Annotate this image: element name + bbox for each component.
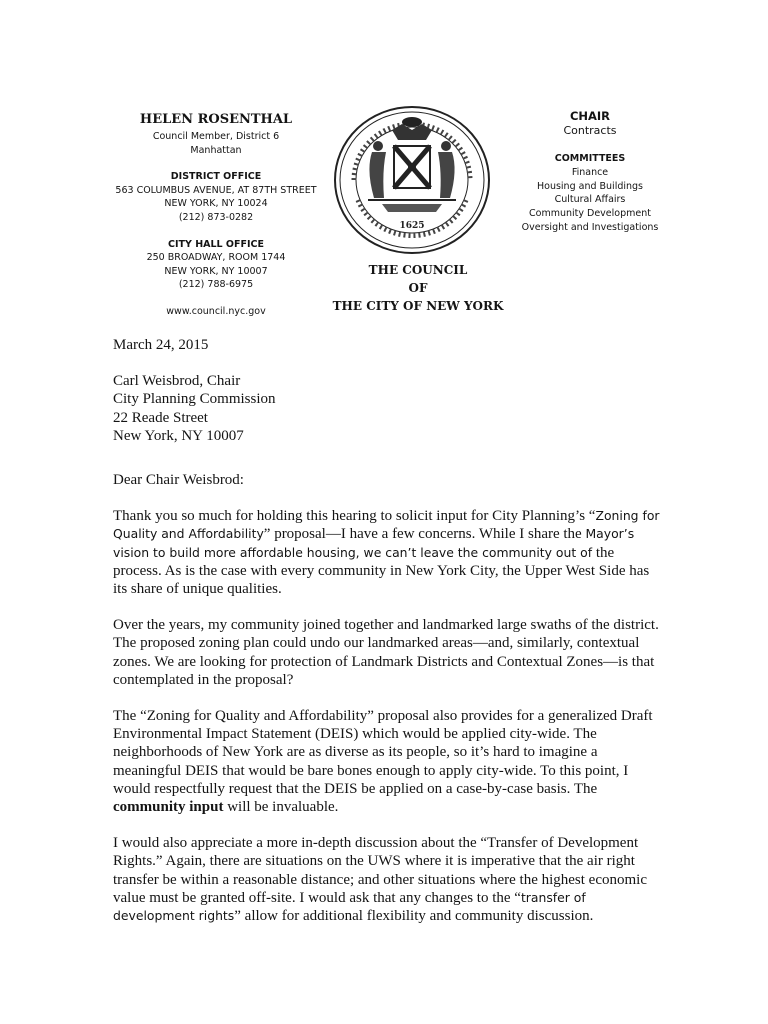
letter-body	[113, 336, 661, 925]
city-hall-label: CITY HALL OFFICE	[168, 238, 264, 250]
committees-label: COMMITTEES	[554, 153, 626, 164]
member-name: HELEN ROSENTHAL	[139, 112, 293, 127]
member-borough: Manhattan	[190, 144, 242, 156]
paragraph-4: I would also appreciate a more in-depth discussion about the “Transfer of Development Rights.” Again, there are situations on the UWS where it is imperative that the air right transfer be within a reasonable distance; and other situations where the highest economic value must be granted off-site. I would ask that any changes to the “transfer of development rights” allow for additional flexibility and community discussion.	[113, 835, 647, 925]
letterhead-right	[500, 108, 680, 235]
committee-item: Cultural Affairs	[554, 194, 626, 206]
city-seal	[332, 104, 492, 256]
recipient-block	[113, 372, 661, 445]
committee-item: Oversight and Investigations	[521, 221, 659, 233]
district-address-1: 563 COLUMBUS AVENUE, AT 87TH STREET	[115, 184, 317, 196]
letter-date: March 24, 2015	[113, 337, 209, 353]
chair-value: Contracts	[563, 124, 617, 137]
seal-year: 1625	[399, 221, 425, 231]
paragraph-2: Over the years, my community joined together and landmarked large swaths of the district. The proposed zoning plan could undo our landmarked areas—and, similarly, contextual zones. We are looking for protection of Landmark Districts and Contextual Zones—is that contemplated in the proposal?	[113, 617, 659, 688]
district-office-label: DISTRICT OFFICE	[170, 171, 262, 183]
member-title: Council Member, District 6	[152, 131, 280, 142]
paragraph-3: The “Zoning for Quality and Affordability” proposal also provides for a generalized Draft Environmental Impact Statement (DEIS) which would be applied city-wide. The neighborhoods of New York are as diverse as its people, so it’s hard to imagine a meaningful DEIS that would be bare bones enough to apply city-wide. To this point, I would respectfully request that the DEIS be applied on a case-by-case basis. The community input will be invaluable.	[113, 708, 653, 816]
city-hall-address-1: 250 BROADWAY, ROOM 1744	[146, 252, 286, 264]
website: www.council.nyc.gov	[166, 305, 266, 317]
committee-item: Finance	[571, 166, 609, 178]
council-line-3: THE CITY OF NEW YORK	[332, 299, 504, 313]
community-input-bold: community input	[113, 799, 224, 816]
letterhead-left	[108, 112, 324, 319]
committee-item: Housing and Buildings	[536, 180, 644, 192]
city-hall-address-2: NEW YORK, NY 10007	[164, 265, 268, 277]
council-line-2: OF	[408, 281, 428, 295]
committee-item: Community Development	[529, 208, 651, 220]
paragraph-1: Thank you so much for holding this hearing to solicit input for City Planning’s “Zoning for Quality and Affordability” proposal—I have a few concerns. While I share the Mayor’s vision to build more affordable housing, we can’t leave the community out of the process. As is the case with every community in New York City, the Upper West Side has its share of unique qualities.	[113, 508, 660, 598]
recipient-line: 22 Reade Street	[113, 409, 208, 426]
council-heading	[318, 261, 518, 315]
recipient-line: New York, NY 10007	[113, 427, 244, 444]
salutation: Dear Chair Weisbrod:	[113, 472, 244, 489]
district-address-2: NEW YORK, NY 10024	[164, 198, 268, 210]
chair-label: CHAIR	[569, 109, 611, 123]
district-phone: (212) 873-0282	[178, 211, 254, 223]
recipient-line: City Planning Commission	[113, 391, 276, 408]
council-line-1: THE COUNCIL	[368, 263, 468, 277]
recipient-line: Carl Weisbrod, Chair	[113, 373, 241, 390]
city-hall-phone: (212) 788-6975	[178, 279, 254, 291]
